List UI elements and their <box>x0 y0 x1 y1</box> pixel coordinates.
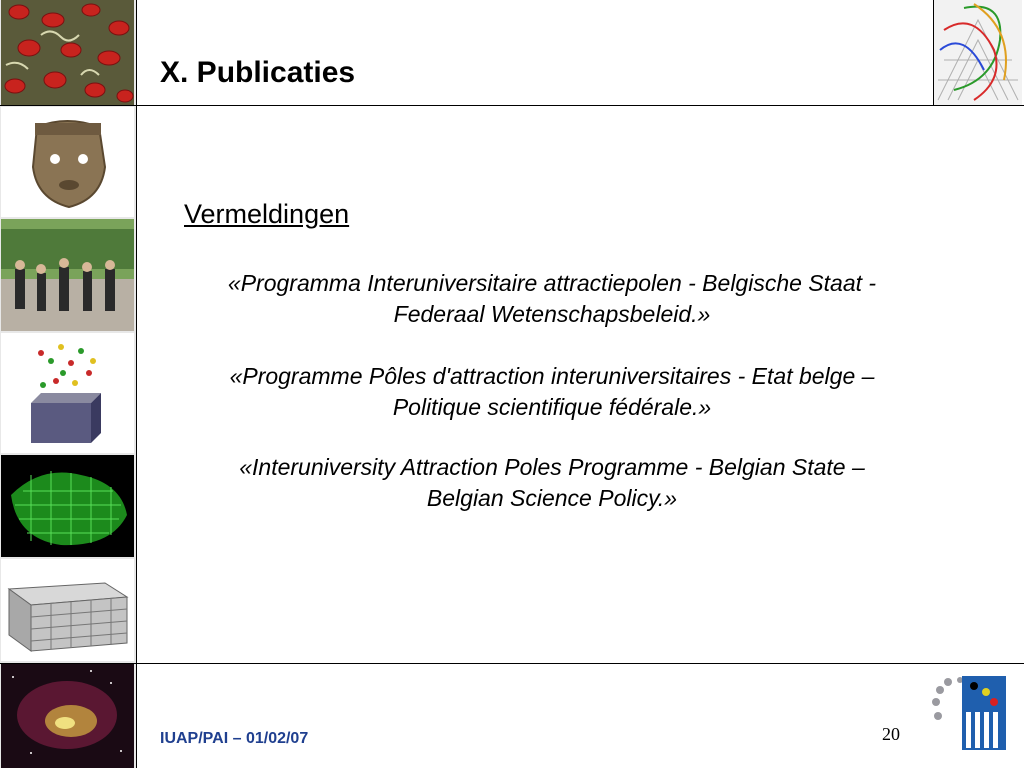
mention-line: Politique scientifique fédérale.» <box>392 394 712 420</box>
institute-logo <box>928 672 1012 754</box>
mention-line: «Programma Interuniversitaire attractiepolen - Belgische Staat - <box>227 270 877 296</box>
mention-english <box>180 452 924 514</box>
mention-line: Federaal Wetenschapsbeleid.» <box>393 301 711 327</box>
slide-title: X. Publicaties <box>160 56 356 89</box>
green-mesh-image <box>1 455 134 557</box>
pedestrians-image <box>1 219 134 331</box>
footer-rule <box>0 663 1024 664</box>
mention-dutch <box>180 268 924 330</box>
red-blood-cells-image <box>1 0 134 105</box>
mention-line: «Interuniversity Attraction Poles Programme - Belgian State – <box>239 454 865 480</box>
section-heading: Vermeldingen <box>184 199 350 229</box>
page-number: 20 <box>882 724 900 744</box>
mask-sculpture-image <box>1 107 134 217</box>
mention-line: «Programme Pôles d'attraction interuniversitaires - Etat belge – <box>229 363 875 389</box>
nebula-image <box>1 663 134 768</box>
trajectory-corner-image <box>933 0 1022 106</box>
header-rule <box>0 105 1024 106</box>
molecular-cube-image <box>1 333 134 453</box>
left-image-strip <box>0 0 137 768</box>
mention-line: Belgian Science Policy.» <box>426 485 678 511</box>
footer-label: IUAP/PAI – 01/02/07 <box>160 730 309 747</box>
grid-block-image <box>1 559 134 661</box>
mention-french <box>180 361 924 423</box>
